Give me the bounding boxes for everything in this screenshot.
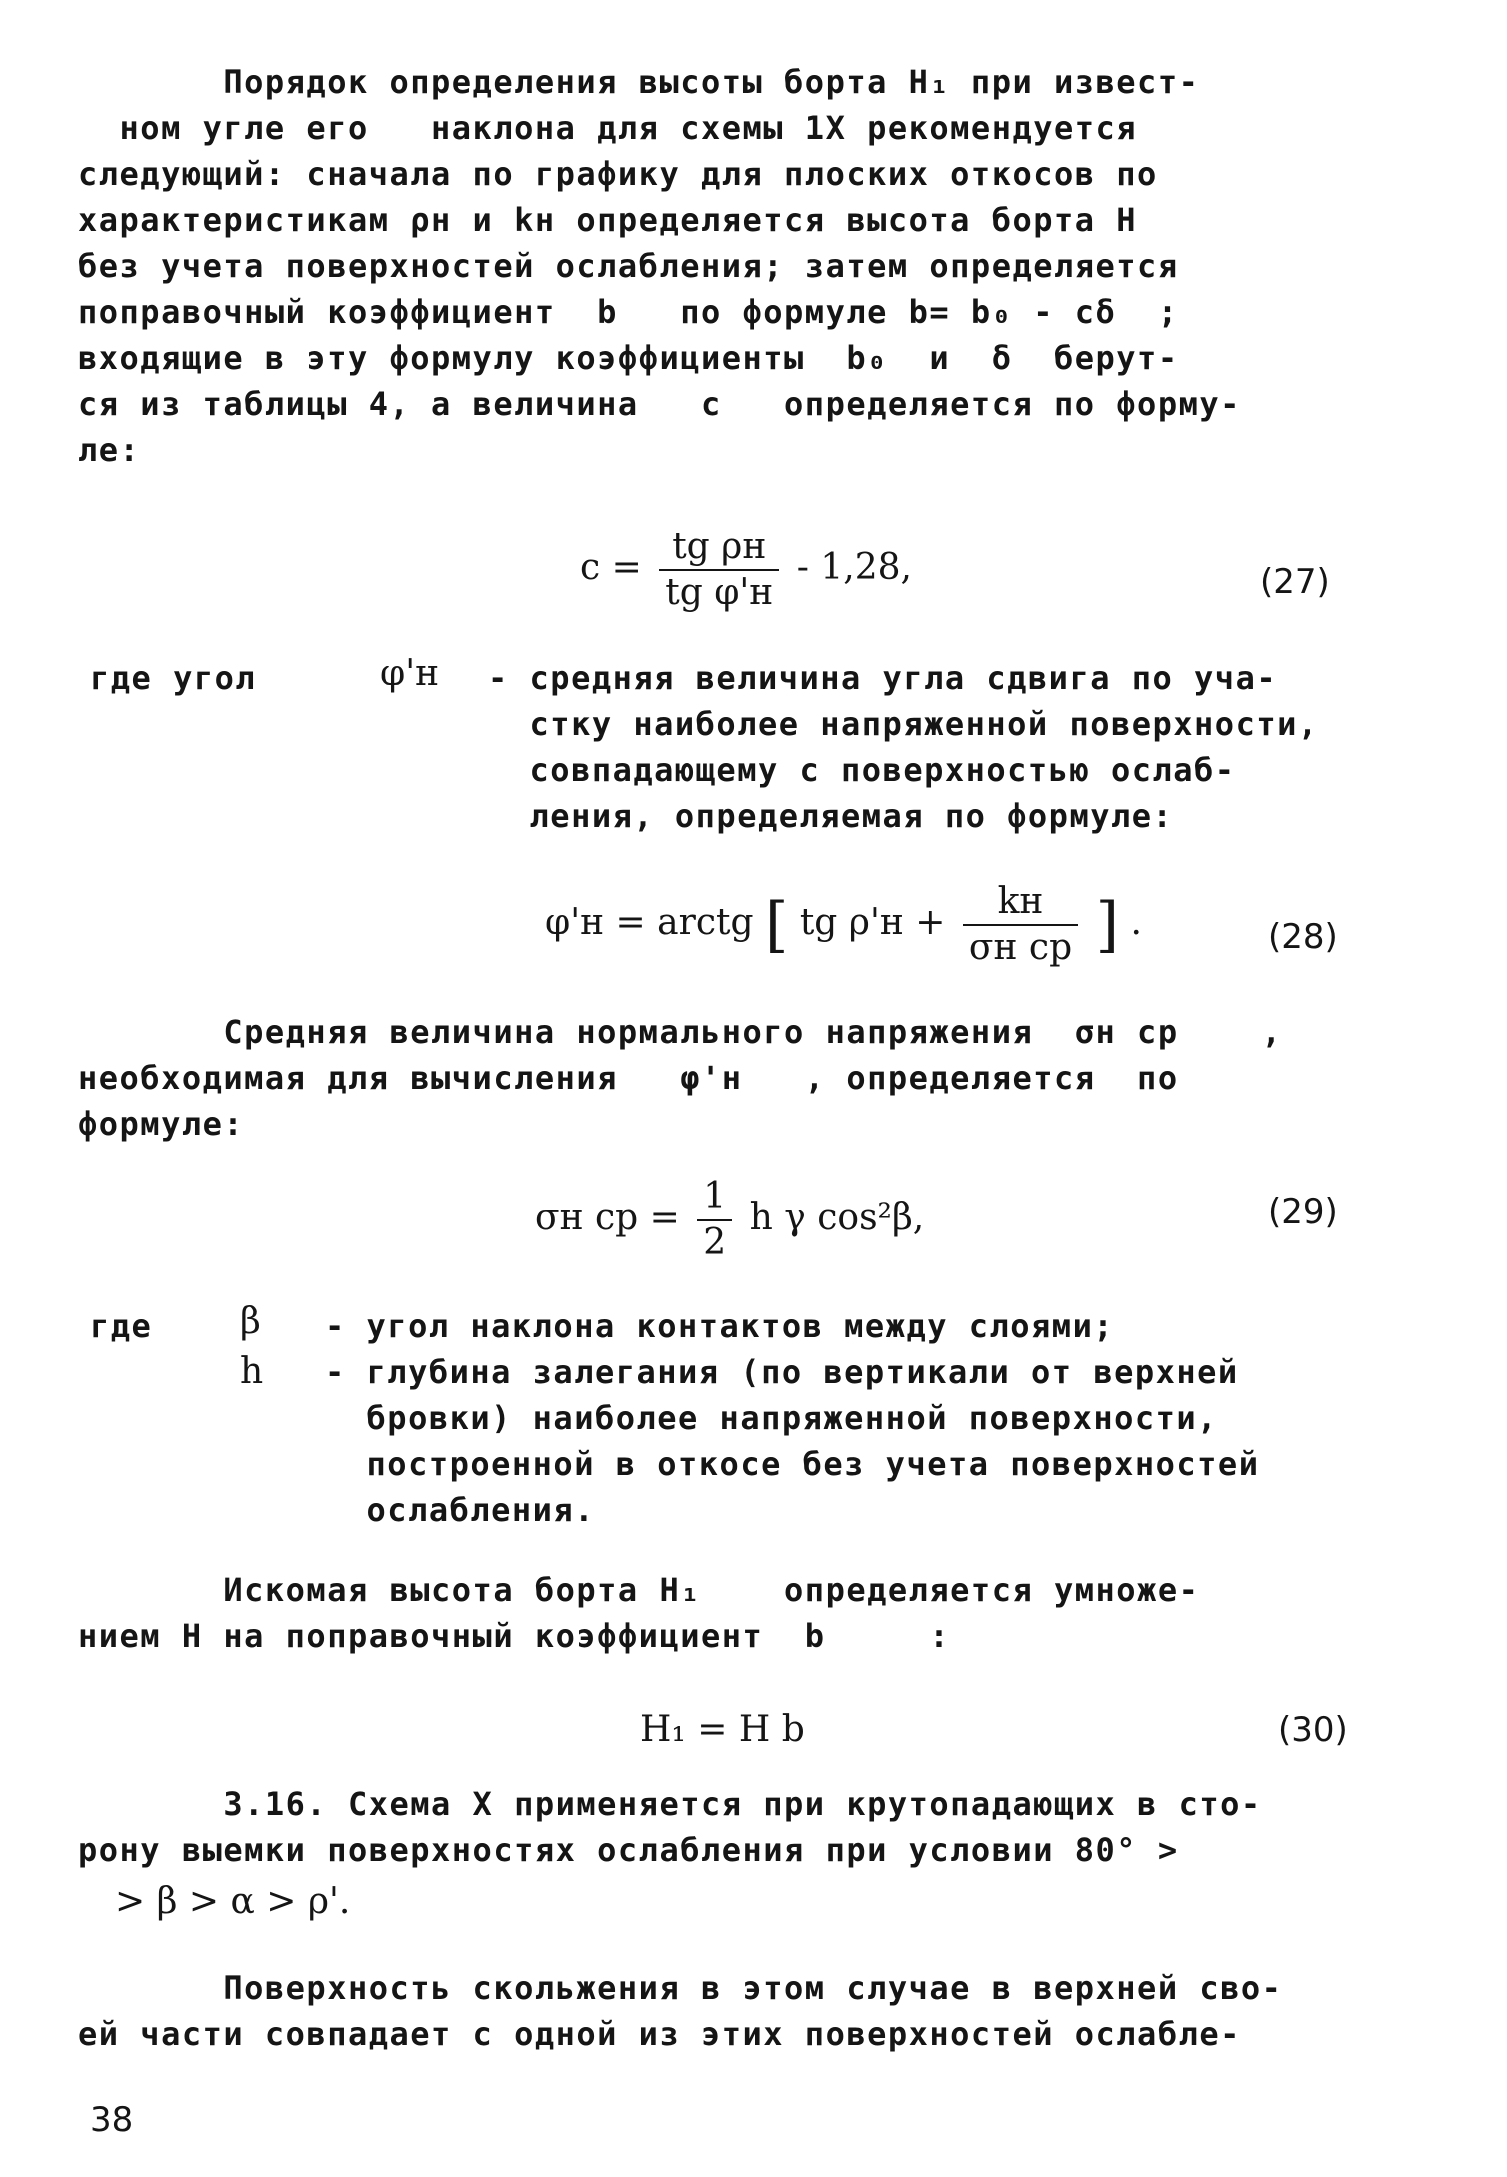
- bracket-open: [: [764, 890, 789, 960]
- equation-28: [545, 880, 1142, 970]
- fraction-denominator: σн ср: [968, 927, 1073, 968]
- definition-line: ослабления.: [325, 1491, 595, 1529]
- equation-rest: h γ cos²β,: [749, 1197, 925, 1238]
- text-line: без учета поверхностей ослабления; затем определяется: [78, 247, 1179, 285]
- text-line: ся из таблицы 4, а величина c определяется по форму-: [78, 385, 1241, 423]
- text-line: формуле:: [78, 1105, 245, 1143]
- fraction: [963, 880, 1078, 970]
- equation-rest: - 1,28,: [796, 547, 912, 588]
- equation-number: (29): [1268, 1192, 1338, 1232]
- definition-line: - средняя величина угла сдвига по уча-: [488, 659, 1278, 697]
- symbol-h: h: [240, 1351, 264, 1392]
- text-line: характеристикам ρн и kн определяется высота борта H: [78, 201, 1138, 239]
- equation-29: [535, 1175, 924, 1265]
- equation-dot: .: [1130, 902, 1142, 943]
- text-line: 3.16. Схема X применяется при крутопадающих в сто-: [78, 1785, 1262, 1823]
- equation-number: (27): [1260, 562, 1330, 602]
- definition-line: бровки) наиболее напряженной поверхности,: [325, 1399, 1218, 1437]
- text-line: Поверхность скольжения в этом случае в верхней сво-: [78, 1969, 1283, 2007]
- symbol-phi-n: φ'н: [380, 653, 440, 694]
- text-line: входящие в эту формулу коэффициенты b₀ и δ берут-: [78, 339, 1179, 377]
- where-word: где: [90, 1307, 153, 1345]
- page-number: 38: [90, 2100, 134, 2140]
- condition-line: > β > α > ρ'.: [115, 1881, 351, 1922]
- definition-line: совпадающему с поверхностью ослаб-: [488, 751, 1236, 789]
- equation-lhs: φ'н = arctg: [545, 902, 754, 943]
- equation-inner: tg ρ'н +: [799, 902, 946, 943]
- equation-lhs: σн ср =: [535, 1197, 680, 1238]
- text-line: ном угле его наклона для схемы 1X рекомендуется: [78, 109, 1138, 147]
- symbol-beta: β: [240, 1301, 261, 1342]
- where-word: где угол: [90, 659, 257, 697]
- equation-lhs: c =: [580, 547, 642, 588]
- equation-27: [580, 525, 912, 615]
- definition-line: - угол наклона контактов между слоями;: [325, 1307, 1115, 1345]
- definition-line: построенной в откосе без учета поверхностей: [325, 1445, 1260, 1483]
- text-line: следующий: сначала по графику для плоских откосов по: [78, 155, 1158, 193]
- fraction-denominator: tg φ'н: [665, 572, 774, 613]
- text-line: ле:: [78, 431, 141, 469]
- text-line: ей части совпадает с одной из этих поверхностей ослабле-: [78, 2015, 1241, 2053]
- text-line: поправочный коэффициент b по формуле b= b₀ - cδ ;: [78, 293, 1179, 331]
- fraction-numerator: 1: [697, 1175, 732, 1221]
- text-line: Средняя величина нормального напряжения σн ср ,: [78, 1013, 1283, 1051]
- bracket-close: ]: [1095, 890, 1119, 960]
- text-line: Порядок определения высоты борта H₁ при извест-: [78, 63, 1200, 101]
- text-line: нием H на поправочный коэффициент b :: [78, 1617, 951, 1655]
- fraction: [697, 1175, 732, 1265]
- text-line: рону выемки поверхностях ослабления при условии 80° >: [78, 1831, 1179, 1869]
- fraction-denominator: 2: [703, 1222, 727, 1263]
- equation-number: (30): [1278, 1710, 1348, 1750]
- text-line: необходимая для вычисления φ'н , определяется по: [78, 1059, 1179, 1097]
- fraction-numerator: kн: [963, 880, 1078, 926]
- equation-number: (28): [1268, 917, 1338, 957]
- definition-line: ления, определяемая по формуле:: [488, 797, 1174, 835]
- definition-line: - глубина залегания (по вертикали от верхней: [325, 1353, 1239, 1391]
- fraction: [659, 525, 779, 615]
- text-line: Искомая высота борта H₁ определяется умноже-: [78, 1571, 1200, 1609]
- fraction-numerator: tg ρн: [659, 525, 779, 571]
- definition-line: стку наиболее напряженной поверхности,: [488, 705, 1319, 743]
- equation-30: H₁ = H b: [640, 1709, 805, 1750]
